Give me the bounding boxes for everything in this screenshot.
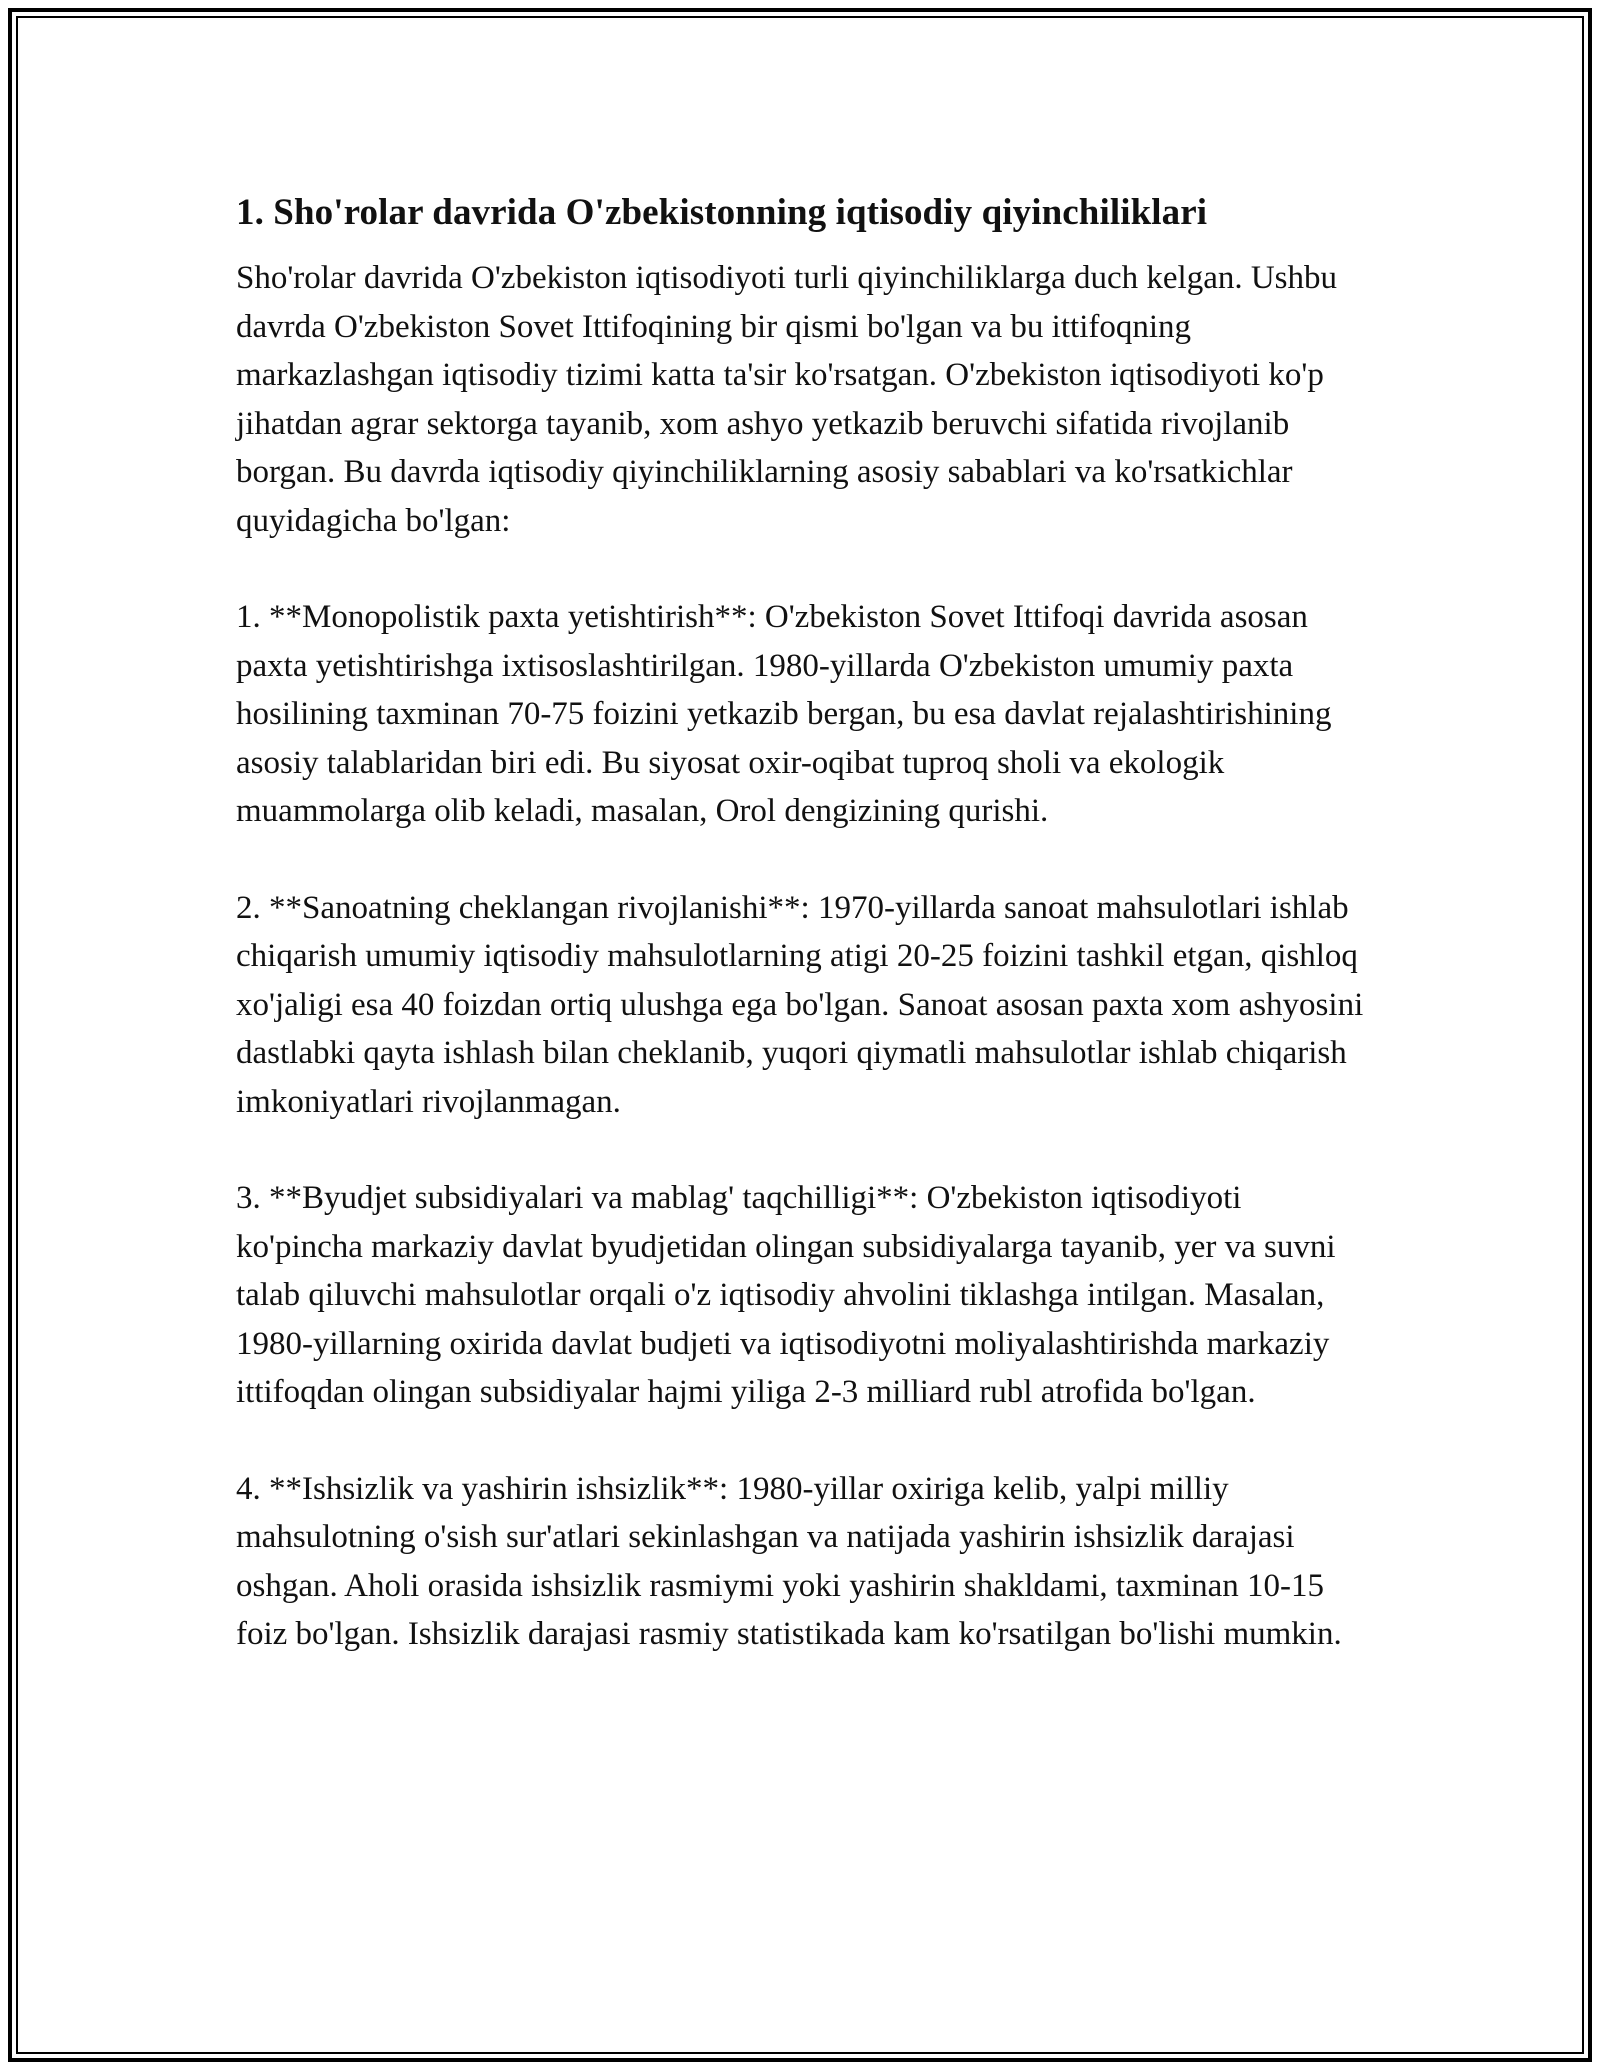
document-title: 1. Sho'rolar davrida O'zbekistonning iqtisodiy qiyinchiliklari (236, 192, 1208, 233)
intro-paragraph: Sho'rolar davrida O'zbekiston iqtisodiyoti turli qiyinchiliklarga duch kelgan. Ushbu davrda O'zbekiston Sovet Ittifoqining bir qismi bo'lgan va bu ittifoqning markazlashgan iqtisodiy tizimi katta ta'sir ko'rsatgan. O'zbekiston iqtisodiyoti ko'p jihatdan agrar sektorga tayanib, xom ashyo yetkazib beruvchi sifatida rivojlanib borgan. Bu davrda iqtisodiy qiyinchiliklarning asosiy sabablari va ko'rsatkichlar quyidagicha bo'lgan: (236, 260, 1338, 539)
list-item-paragraph: 2. **Sanoatning cheklangan rivojlanishi**: 1970-yillarda sanoat mahsulotlari ishlab chiqarish umumiy iqtisodiy mahsulotlarning atigi 20-25 foizini tashkil etgan, qishloq xo'jaligi esa 40 foizdan ortiq ulushga ega bo'lgan. Sanoat asosan paxta xom ashyosini dastlabki qayta ishlash bilan cheklanib, yuqori qiymatli mahsulotlar ishlab chiqarish imkoniyatlari rivojlanmagan. (236, 889, 1364, 1120)
list-item-paragraph: 3. **Byudjet subsidiyalari va mablag' taqchilligi**: O'zbekiston iqtisodiyoti ko'pincha markaziy davlat byudjetidan olingan subsidiyalarga tayanib, yer va suvni talab qiluvchi mahsulotlar orqali o'z iqtisodiy ahvolini tiklashga intilgan. Masalan, 1980-yillarning oxirida davlat budjeti va iqtisodiyotni moliyalashtirishda markaziy ittifoqdan olingan subsidiyalar hajmi yiliga 2-3 milliard rubl atrofida bo'lgan. (236, 1180, 1336, 1410)
list-item-paragraph: 1. **Monopolistik paxta yetishtirish**: O'zbekiston Sovet Ittifoqi davrida asosan paxta yetishtirishga ixtisoslashtirilgan. 1980-yillarda O'zbekiston umumiy paxta hosilining taxminan 70-75 foizini yetkazib bergan, bu esa davlat rejalashtirishining asosiy talablaridan biri edi. Bu siyosat oxir-oqibat tuproq sholi va ekologik muammolarga olib keladi, masalan, Orol dengizining qurishi. (236, 599, 1332, 829)
list-item-paragraph: 4. **Ishsizlik va yashirin ishsizlik**: 1980-yillar oxiriga kelib, yalpi milliy mahsulotning o'sish sur'atlari sekinlashgan va natijada yashirin ishsizlik darajasi oshgan. Aholi orasida ishsizlik rasmiymi yoki yashirin shakldami, taxminan 10-15 foiz bo'lgan. Ishsizlik darajasi rasmiy statistikada kam ko'rsatilgan bo'lishi mumkin. (236, 1470, 1342, 1652)
document-body (236, 188, 1366, 1707)
